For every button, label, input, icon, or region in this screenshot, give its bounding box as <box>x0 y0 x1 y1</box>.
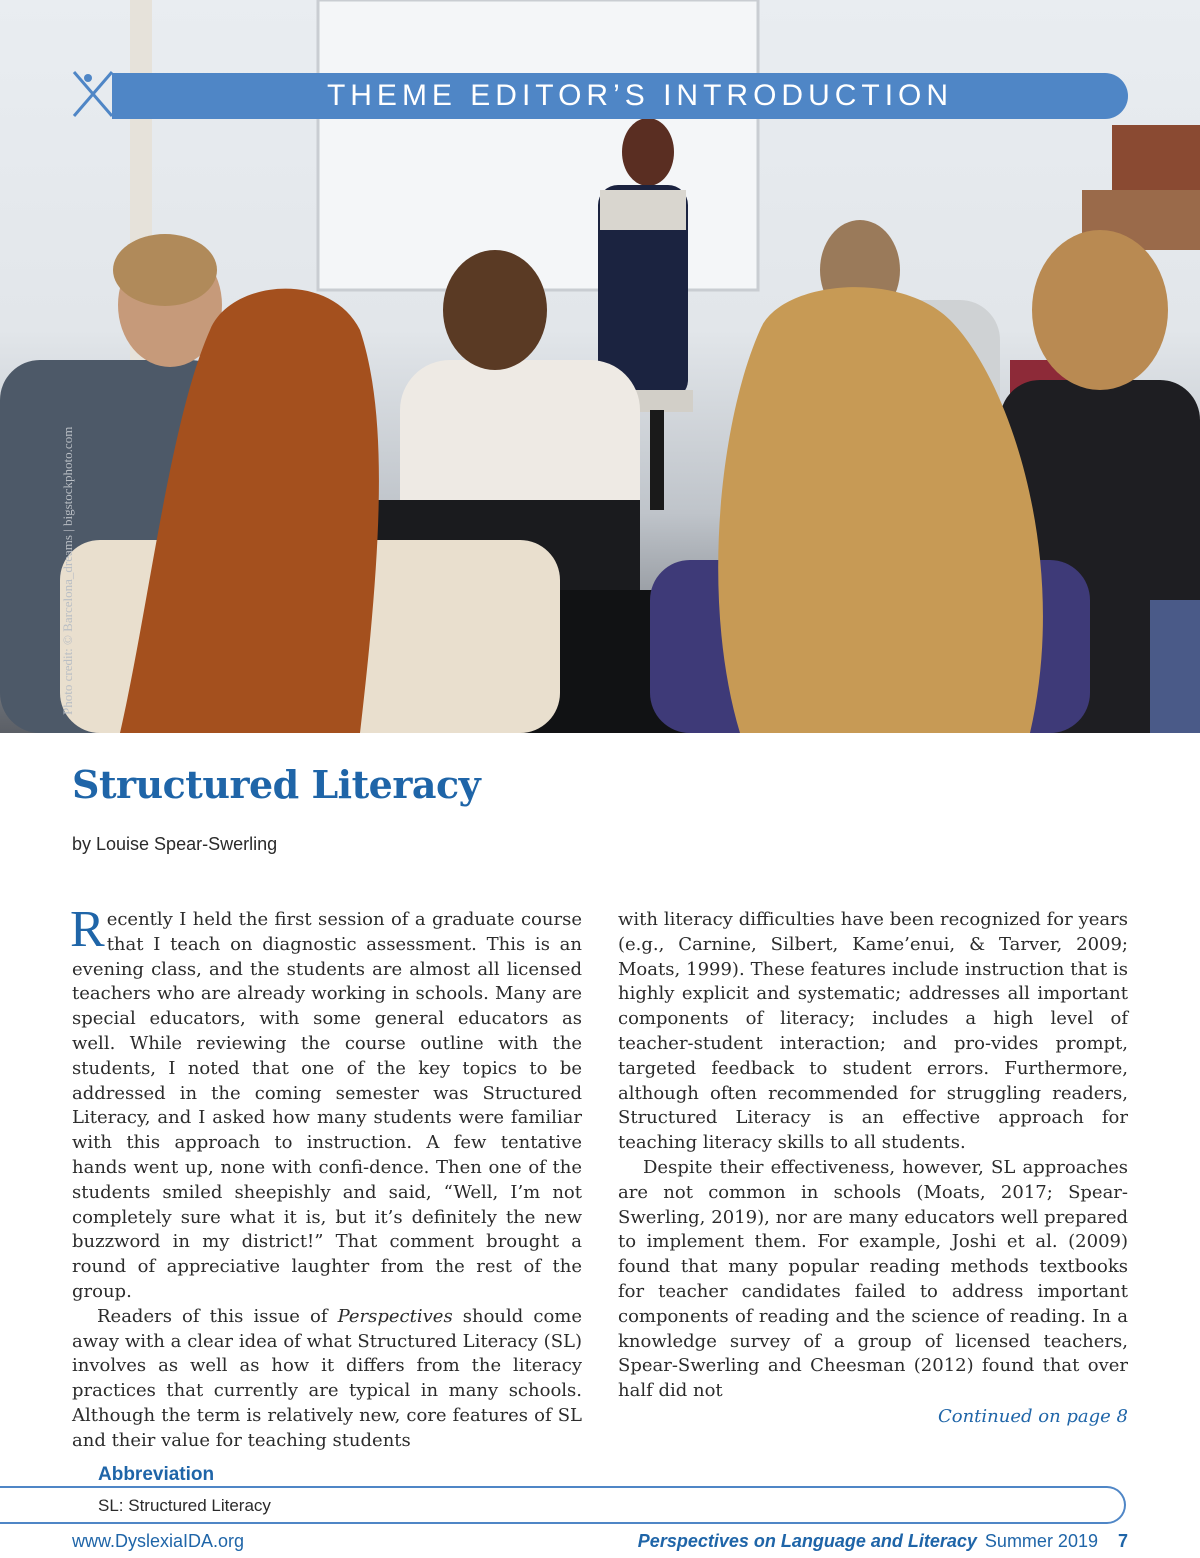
paragraph-text: should come away with a clear idea of what Structured Literacy (SL) involves as well as how it differs from the literacy practices that currently are typical in many schools. Although the term is relatively new, core features of SL and their value for teaching students <box>72 1305 582 1451</box>
paragraph-text: ecently I held the first session of a graduate course that I teach on diagnostic assessment. This is an evening class, and the students are almost all licensed teachers who are already working in schools. Many are special educators, with some general educators as well. While reviewing the course outline with the students, I noted that one of the key topics to be addressed in the coming semester was Structured Literacy, and I asked how many students were familiar with this approach to instruction. A few tentative hands went up, none with confi-dence. Then one of the students smiled sheepishly and said, “Well, I’m not completely sure what it is, but it’s definitely the new buzzword in my district!” That comment brought a round of appreciative laughter from the rest of the group. <box>72 909 582 1302</box>
article-column-right <box>618 908 1128 1430</box>
abbreviation-heading: Abbreviation <box>98 1464 215 1485</box>
abbreviation-text: SL: Structured Literacy <box>98 1496 271 1515</box>
paragraph-text: Readers of this issue of <box>97 1305 338 1327</box>
paragraph: with literacy difficulties have been recognized for years (e.g., Carnine, Silbert, Kame’enui, & Tarver, 2009; Moats, 1999). These features include instruction that is highly explicit and systematic; addresses all important components of literacy; includes a high level of teacher-student interaction; and pro-vides prompt, targeted feedback to student errors. Furthermore, although often recommended for struggling readers, Structured Literacy is an effective approach for teaching literacy skills to all students. <box>618 909 1128 1154</box>
page-number: 7 <box>1117 1531 1128 1551</box>
footer-publication <box>638 1531 1128 1552</box>
paragraph <box>72 1305 582 1454</box>
continued-link[interactable]: Continued on page 8 <box>937 1405 1128 1427</box>
journal-name: Perspectives on Language and Literacy <box>637 1531 977 1551</box>
byline: by Louise Spear-Swerling <box>72 834 278 854</box>
article-column-left <box>70 901 582 1454</box>
paragraph <box>70 901 582 1305</box>
journal-title-italic: Perspectives <box>337 1305 453 1327</box>
drop-cap: R <box>70 901 105 958</box>
issue-date: Summer 2019 <box>984 1531 1098 1551</box>
footer-url-link[interactable]: www.DyslexiaIDA.org <box>72 1531 245 1551</box>
photo-credit: Photo credit: © Barcelona_dreams | bigstockphoto.com <box>60 426 75 715</box>
ida-figure-logo-icon <box>70 68 116 120</box>
paragraph: Despite their effectiveness, however, SL approaches are not common in schools (Moats, 2017; Spear-Swerling, 2019), nor are many educators well prepared to implement them. For example, Joshi et al. (2009) found that many popular reading methods textbooks for teacher candidates failed to address important components of reading and the science of reading. In a knowledge survey of a group of licensed teachers, Spear-Swerling and Cheesman (2012) found that over half did not <box>618 1156 1128 1402</box>
banner-text: THEME EDITOR’S INTRODUCTION <box>326 79 954 112</box>
article-title: Structured Literacy <box>72 762 481 807</box>
header-photo <box>0 0 1200 733</box>
theme-banner <box>112 73 1128 119</box>
